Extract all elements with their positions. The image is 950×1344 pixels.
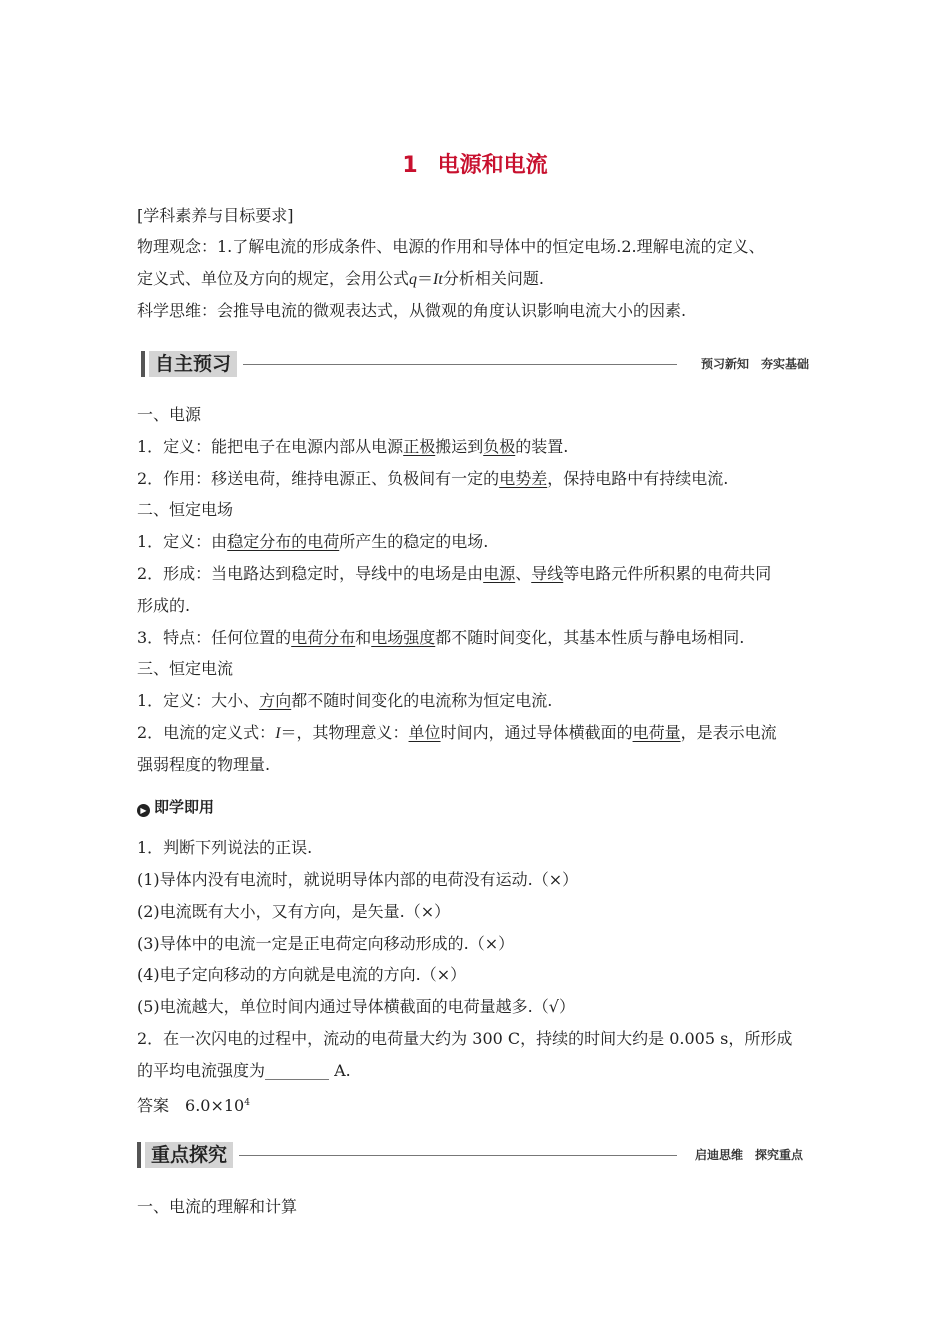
banner-bar — [137, 1142, 141, 1168]
judgment-item: (2)电流既有大小，又有方向，是矢量.（×） — [137, 902, 451, 921]
play-icon: ▶ — [137, 804, 150, 817]
goals-line-1: 物理观念：1.了解电流的形成条件、电源的作用和导体中的恒定电场.2.理解电流的定义、 — [137, 237, 765, 256]
formula-q: q — [409, 271, 418, 288]
text: ，保持电路中有持续电流. — [547, 469, 729, 488]
formula-i: I — [275, 725, 281, 742]
formula-it: It — [433, 271, 443, 288]
text: ，其物理意义： — [296, 723, 409, 742]
text: 1．定义：能把电子在电源内部从电源 — [137, 437, 404, 456]
keyword: 电荷分布 — [291, 628, 356, 647]
question-2-continued: 的平均电流强度为________ A. — [137, 1061, 351, 1080]
answer-exponent: 4 — [244, 1098, 250, 1108]
section-banner-preview — [137, 349, 813, 379]
banner-rule — [239, 1155, 677, 1156]
keyword: 电源 — [483, 564, 516, 583]
keyword: 电荷量 — [632, 723, 681, 742]
title-number: 1 — [402, 153, 418, 178]
goals-line-2 — [137, 269, 544, 290]
goals-text: 定义式、单位及方向的规定，会用公式 — [137, 269, 410, 288]
text: ，是表示电流 — [680, 723, 777, 742]
paragraph-continued: 强弱程度的物理量. — [137, 755, 271, 774]
goals-line-3: 科学思维：会推导电流的微观表达式，从微观的角度认识影响电流大小的因素. — [137, 301, 687, 320]
keyword: 导线 — [531, 564, 564, 583]
keyword: 单位 — [408, 723, 441, 742]
keyword: 负极 — [483, 437, 516, 456]
judgment-item: (3)导体中的电流一定是正电荷定向移动形成的.（×） — [137, 934, 515, 953]
paragraph — [137, 723, 777, 744]
page-title — [0, 148, 950, 179]
judgment-item: (1)导体内没有电流时，就说明导体内部的电荷没有运动.（×） — [137, 870, 579, 889]
text: 2．电流的定义式： — [137, 723, 276, 742]
paragraph — [137, 437, 568, 457]
goals-heading: [学科素养与目标要求] — [137, 206, 294, 225]
banner-rule — [243, 364, 677, 365]
text: 都不随时间变化的电流称为恒定电流. — [291, 691, 553, 710]
judgment-item: (5)电流越大，单位时间内通过导体横截面的电荷量越多.（√） — [137, 997, 575, 1016]
answer-value: 6.0×10 — [185, 1096, 245, 1115]
paragraph — [137, 628, 744, 648]
keyword: 正极 — [403, 437, 436, 456]
formula-equals: ＝ — [417, 269, 434, 288]
paragraph — [137, 469, 728, 489]
paragraph — [137, 691, 552, 711]
text: 时间内，通过导体横截面的 — [440, 723, 633, 742]
question-2: 2．在一次闪电的过程中，流动的电荷量大约为 300 C，持续的时间大约是 0.005 s，所形成 — [137, 1029, 793, 1048]
section-heading-current-calculation: 一、电流的理解和计算 — [137, 1197, 298, 1216]
judgment-item: (4)电子定向移动的方向就是电流的方向.（×） — [137, 965, 467, 984]
text: 1．定义：大小、 — [137, 691, 260, 710]
practice-heading — [137, 797, 214, 817]
text: 3．特点：任何位置的 — [137, 628, 292, 647]
text: 等电路元件所积累的电荷共同 — [563, 564, 772, 583]
text: 所产生的稳定的电场. — [339, 532, 489, 551]
text: 1．定义：由 — [137, 532, 228, 551]
text: 的装置. — [515, 437, 569, 456]
title-text: 电源和电流 — [437, 153, 548, 178]
banner-subtitle: 启迪思维 探究重点 — [694, 1148, 803, 1162]
answer-label: 答案 — [137, 1096, 170, 1115]
banner-label: 自主预习 — [149, 351, 237, 377]
banner-bar — [141, 351, 145, 377]
text: 、 — [515, 564, 532, 583]
keyword: 电场强度 — [371, 628, 436, 647]
goals-text-end: 分析相关问题. — [442, 269, 544, 288]
text: 2．形成：当电路达到稳定时，导线中的电场是由 — [137, 564, 484, 583]
text: 2．作用：移送电荷，维持电源正、负极间有一定的 — [137, 469, 500, 488]
practice-heading-text: 即学即用 — [154, 798, 215, 816]
section-heading-constant-field: 二、恒定电场 — [137, 500, 234, 519]
section-heading-power-source: 一、电源 — [137, 405, 202, 424]
keyword: 电势差 — [499, 469, 548, 488]
formula-equals: ＝ — [280, 723, 297, 742]
keyword: 稳定分布的电荷 — [227, 532, 340, 551]
paragraph-continued: 形成的. — [137, 596, 191, 615]
paragraph — [137, 564, 771, 584]
text: 搬运到 — [435, 437, 484, 456]
question-1: 1．判断下列说法的正误. — [137, 838, 313, 857]
banner-subtitle: 预习新知 夯实基础 — [700, 357, 809, 371]
banner-label: 重点探究 — [145, 1142, 233, 1168]
answer — [137, 1093, 250, 1116]
section-heading-constant-current: 三、恒定电流 — [137, 659, 234, 678]
keyword: 方向 — [259, 691, 292, 710]
section-banner-key-points — [137, 1140, 813, 1170]
text: 都不随时间变化，其基本性质与静电场相同. — [435, 628, 745, 647]
text: 和 — [355, 628, 372, 647]
paragraph — [137, 532, 488, 552]
